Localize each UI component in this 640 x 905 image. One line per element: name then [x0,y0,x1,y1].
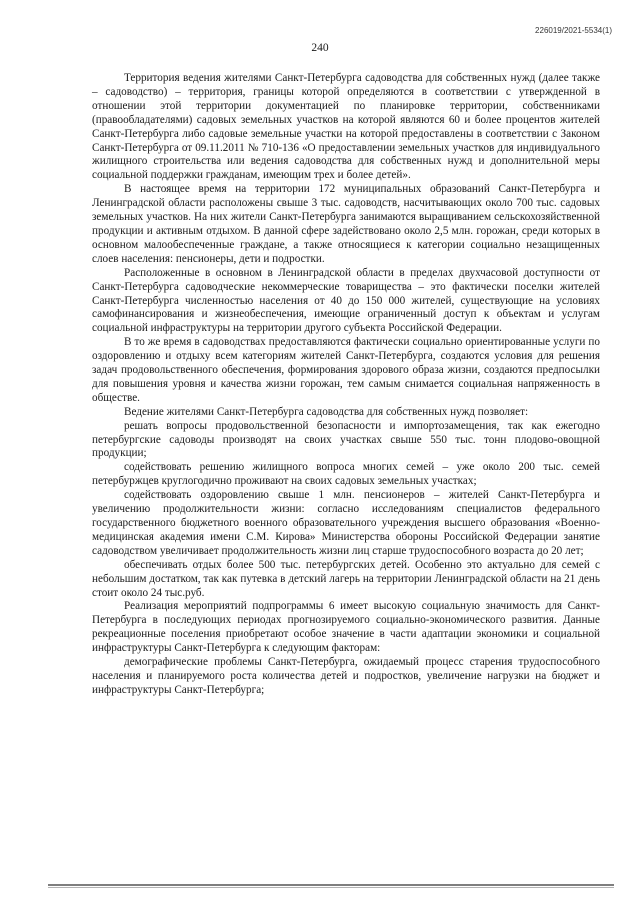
paragraph: Территория ведения жителями Санкт-Петербурга садоводства для собственных нужд (далее также – садоводство) – территория, границы которой определяются в соответствии с утвержденной в отношении этой территории документацией по планировке территории, собственниками (правообладателями) садовых земельных участков на которой являются 60 и более процентов жителей Санкт-Петербурга либо садовые земельные участки на которой предоставлены в соответствии с Законом Санкт-Петербурга от 09.11.2011 № 710-136 «О предоставлении земельных участков для индивидуального жилищного строительства или ведения садоводства для собственных нужд и дополнительной меры социальной поддержки гражданам, имеющим трех и более детей». [92,72,600,182]
paragraph: В то же время в садоводствах предоставляются фактически социально ориентированные услуги по оздоровлению и отдыху всем категориям жителей Санкт-Петербурга, создаются условия для решения задач продовольственного обеспечения, формирования здорового образа жизни, создаются предпосылки для повышения уровня и качества жизни горожан, тем самым снимается социальная напряженность в обществе. [92,336,600,404]
paragraph: Расположенные в основном в Ленинградской области в пределах двухчасовой доступности от Санкт-Петербурга садоводческие некоммерческие товарищества – это фактически поселки жителей Санкт-Петербурга численностью населения от 40 до 150 000 жителей, существующие на условиях самофинансирования и жизнеобеспечения, имеющие ограниченный доступ к объектам и услугам социальной инфраструктуры на территории другого субъекта Российской Федерации. [92,266,600,335]
list-item: демографические проблемы Санкт-Петербурга, ожидаемый процесс старения трудоспособного населения и планируемого роста количества детей и подростков, увеличение нагрузки на бюджет и инфраструктуры Санкт-Петербурга; [92,656,600,696]
list-item: решать вопросы продовольственной безопасности и импортозамещения, так как ежегодно петербургские садоводы производят на своих участках свыше 550 тыс. тонн плодово-овощной продукции; [92,419,600,460]
paragraph: Реализация мероприятий подпрограммы 6 имеет высокую социальную значимость для Санкт-Петербурга в последующих периодах прогнозируемого социально-экономического развития. Данные рекреационные поселения приобретают особое значение в части адаптации экономики и социальной инфраструктуры Санкт-Петербурга к следующим факторам: [92,600,600,655]
bottom-rule [48,884,614,886]
list-item: содействовать решению жилищного вопроса многих семей – уже около 200 тыс. семей петербуржцев круглогодично проживают на своих садовых земельных участках; [92,461,600,488]
list-item: содействовать оздоровлению свыше 1 млн. пенсионеров – жителей Санкт-Петербурга и увеличению продолжительности жизни: согласно исследованиям специалистов федерального государственного бюджетного военного образовательного учреждения высшего образования «Военно-медицинская академия имени С.М. Кирова» Министерства обороны Российской Федерации занятие садоводством увеличивает продолжительность жизни лиц старше трудоспособного возраста до 20 лет; [92,489,600,557]
document-id: 226019/2021-5534(1) [535,26,612,35]
paragraph: В настоящее время на территории 172 муниципальных образований Санкт-Петербурга и Ленинградской области расположены свыше 3 тыс. садоводств, насчитывающих около 700 тыс. садовых земельных участков. На них жители Санкт-Петербурга занимаются выращиванием сельскохозяйственной продукции и активным отдыхом. В данной сфере задействовано около 2,5 млн. горожан, среди которых в основном малообеспеченные граждане, а также относящиеся к категории социально незащищенных слоев населения: пенсионеры, дети и подростки. [92,183,600,265]
paragraph: Ведение жителями Санкт-Петербурга садоводства для собственных нужд позволяет: [124,405,529,418]
page-number: 240 [311,42,329,54]
document-body [92,72,600,698]
list-item: обеспечивать отдых более 500 тыс. петербургских детей. Особенно это актуально для семей с небольшим достатком, так как путевка в детский лагерь на территории Ленинградской области на 21 день стоит около 24 тыс.руб. [92,558,600,599]
